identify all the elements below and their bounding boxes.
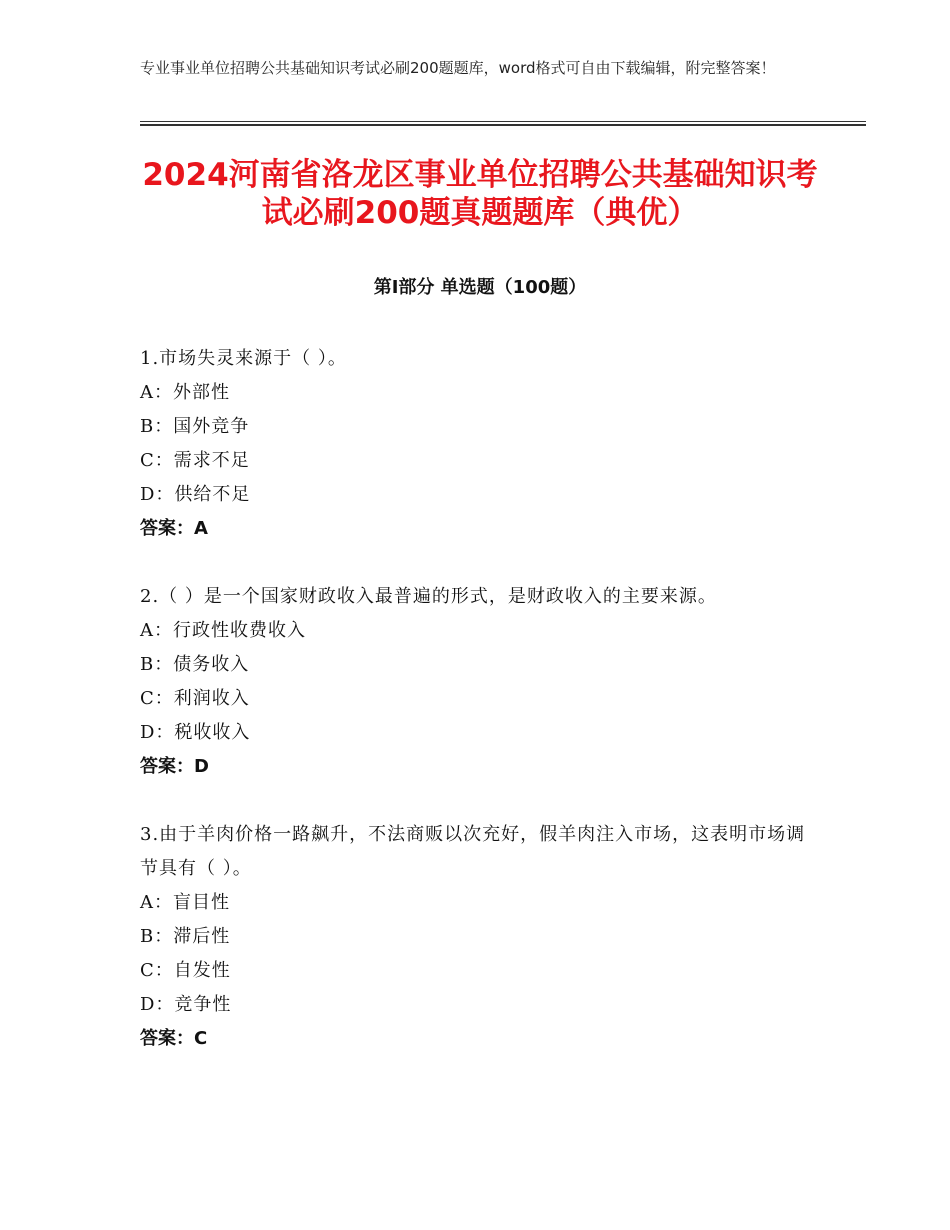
question-stem: 1.市场失灵来源于（ ）。: [140, 348, 347, 369]
question-1: [140, 342, 810, 546]
option-b: B：国外竞争: [140, 416, 250, 437]
option-b: B：滞后性: [140, 926, 231, 947]
document-title: 2024河南省洛龙区事业单位招聘公共基础知识考试必刷200题真题题库（典优）: [142, 157, 818, 231]
header-divider-thick: [140, 124, 866, 126]
header-note: 专业事业单位招聘公共基础知识考试必刷200题题库，word格式可自由下载编辑，附完整答案！: [140, 59, 776, 77]
answer: 答案：C: [140, 1028, 208, 1049]
option-c: C：需求不足: [140, 450, 250, 471]
option-a: A：外部性: [140, 382, 230, 403]
option-c: C：利润收入: [140, 688, 250, 709]
question-list: [140, 342, 810, 1090]
option-d: D：税收收入: [140, 722, 251, 743]
answer: 答案：D: [140, 756, 209, 777]
question-2: [140, 580, 810, 784]
option-d: D：竞争性: [140, 994, 232, 1015]
section-title: 第Ⅰ部分 单选题（100题）: [373, 277, 587, 298]
header-divider-thin: [140, 121, 866, 122]
question-stem: 3.由于羊肉价格一路飙升，不法商贩以次充好，假羊肉注入市场，这表明市场调节具有（ ）。: [140, 824, 806, 879]
option-a: A：行政性收费收入: [140, 620, 306, 641]
option-b: B：债务收入: [140, 654, 250, 675]
option-a: A：盲目性: [140, 892, 230, 913]
option-c: C：自发性: [140, 960, 231, 981]
question-stem: 2.（ ）是一个国家财政收入最普遍的形式，是财政收入的主要来源。: [140, 586, 717, 607]
answer: 答案：A: [140, 518, 208, 539]
question-3: [140, 818, 810, 1056]
option-d: D：供给不足: [140, 484, 251, 505]
